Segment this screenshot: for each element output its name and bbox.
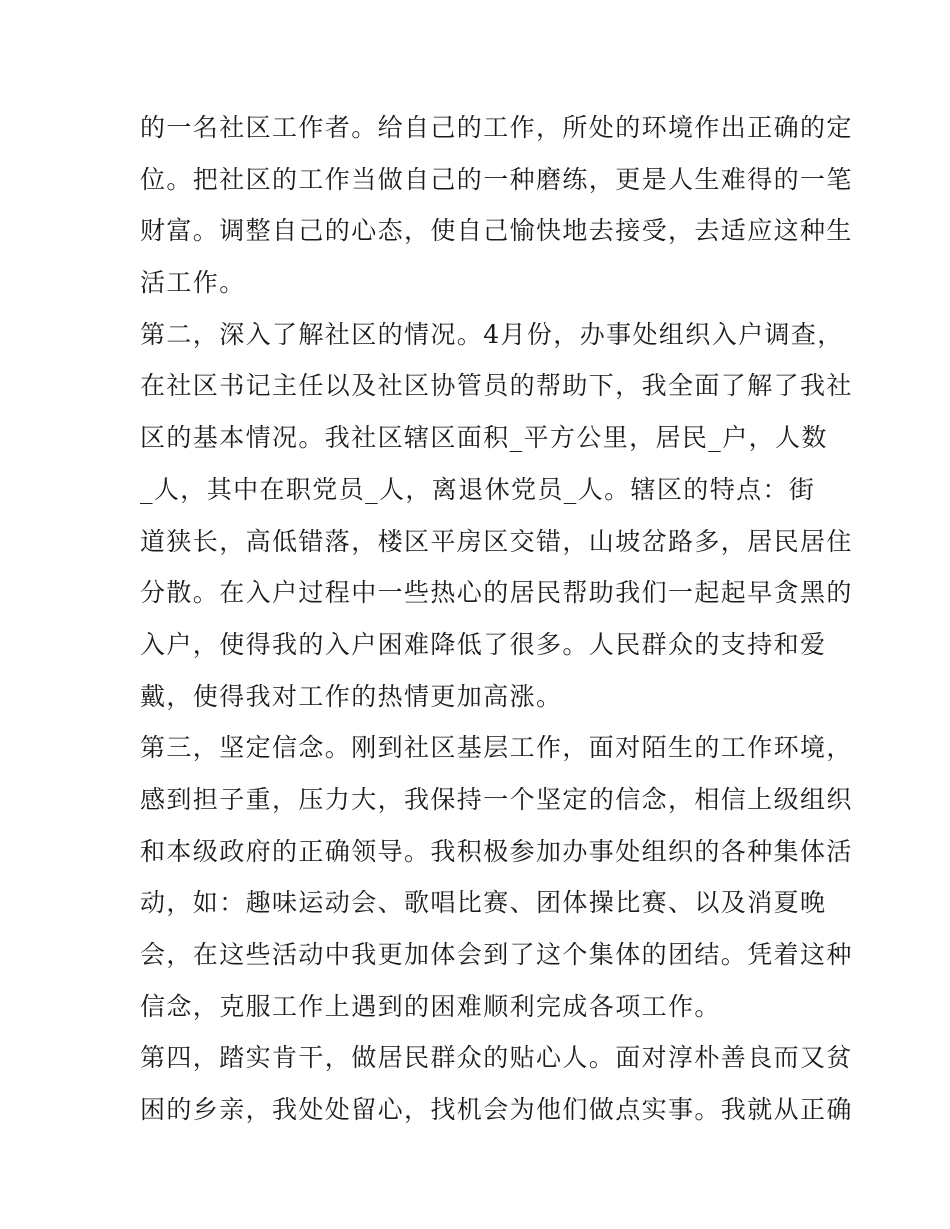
text-line: 财富。调整自己的心态，使自己愉快地去接受，去适应这种生 (140, 216, 853, 246)
text-line: 道狭长，高低错落，楼区平房区交错，山坡岔路多，居民居住 (140, 526, 853, 556)
text-line: 入户，使得我的入户困难降低了很多。人民群众的支持和爱 (140, 629, 827, 659)
text-line: 信念，克服工作上遇到的困难顺利完成各项工作。 (140, 991, 721, 1021)
text-line: 动，如：趣味运动会、歌唱比赛、团体操比赛、以及消夏晚 (140, 888, 827, 918)
text-line: 区的基本情况。我社区辖区面积_平方公里，居民_户，人数 (140, 423, 828, 453)
text-line: 第四，踏实肯干，做居民群众的贴心人。面对淳朴善良而又贫 (140, 1043, 853, 1073)
text-line: 会，在这些活动中我更加体会到了这个集体的团结。凭着这种 (140, 940, 853, 969)
text-line: 困的乡亲，我处处留心，找机会为他们做点实事。我就从正确 (140, 1095, 853, 1125)
text-line: 分散。在入户过程中一些热心的居民帮助我们一起起早贪黑的 (140, 578, 853, 608)
text-line: 第二，深入了解社区的情况。4月份，办事处组织入户调查， (140, 319, 844, 349)
text-line: 和本级政府的正确领导。我积极参加办事处组织的各种集体活 (140, 836, 853, 866)
text-line: 在社区书记主任以及社区协管员的帮助下，我全面了解了我社 (140, 371, 853, 401)
text-line: _人，其中在职党员_人，离退休党员_人。辖区的特点：街 (140, 474, 816, 504)
text-line: 戴，使得我对工作的热情更加高涨。 (140, 681, 563, 711)
text-line: 位。把社区的工作当做自己的一种磨练，更是人生难得的一笔 (140, 164, 853, 194)
text-line: 感到担子重，压力大，我保持一个坚定的信念，相信上级组织 (140, 784, 853, 814)
text-line: 的一名社区工作者。给自己的工作，所处的环境作出正确的定 (140, 113, 853, 142)
document-body (140, 102, 853, 1136)
text-line: 活工作。 (140, 268, 246, 298)
text-line: 第三，坚定信念。刚到社区基层工作，面对陌生的工作环境， (140, 733, 853, 763)
